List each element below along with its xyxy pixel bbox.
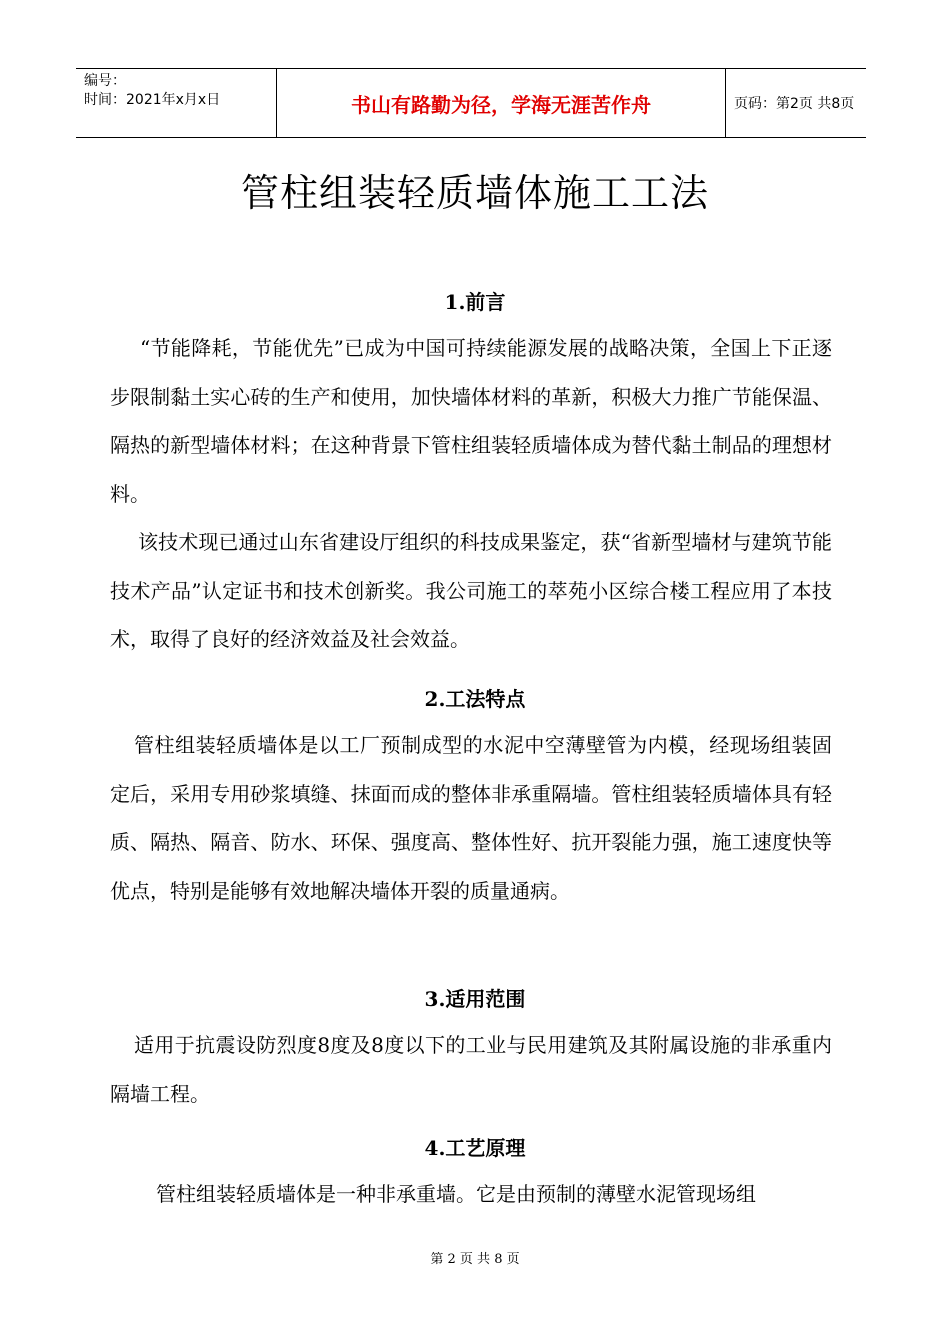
number-label: 编号： — [84, 73, 126, 89]
paragraph: 该技术现已通过山东省建设厅组织的科技成果鉴定，获“省新型墙材与建筑节能技术产品”认定证书和技术创新奖。我公司施工的萃苑小区综合楼工程应用了本技术，取得了良好的经济效益及社会效益。 — [110, 530, 832, 651]
paragraph: 适用于抗震设防烈度8度及8度以下的工业与民用建筑及其附属设施的非承重内隔墙工程。 — [110, 1033, 832, 1106]
page-footer: 第 2 页 共 8 页 — [430, 1252, 520, 1267]
header-meta-cell — [76, 69, 277, 137]
page-header — [76, 68, 866, 138]
paragraph: 管柱组装轻质墙体是一种非承重墙。它是由预制的薄壁水泥管现场组 — [156, 1182, 756, 1206]
time-label: 时间：2021年x月x日 — [84, 92, 221, 108]
section-heading: 4.工艺原理 — [424, 1136, 526, 1160]
paragraph: 管柱组装轻质墙体是以工厂预制成型的水泥中空薄壁管为内模，经现场组装固定后，采用专用砂浆填缝、抹面而成的整体非承重隔墙。管柱组装轻质墙体具有轻质、隔热、隔音、防水、环保、强度高、整体性好、抗开裂能力强，施工速度快等优点，特别是能够有效地解决墙体开裂的质量通病。 — [110, 733, 832, 903]
section-heading: 1.前言 — [444, 290, 506, 314]
paragraph: “节能降耗，节能优先”已成为中国可持续能源发展的战略决策，全国上下正逐步限制黏土实心砖的生产和使用，加快墙体材料的革新，积极大力推广节能保温、隔热的新型墙体材料；在这种背景下管柱组装轻质墙体成为替代黏土制品的理想材料。 — [110, 336, 832, 506]
section-heading: 3.适用范围 — [424, 987, 526, 1011]
header-page-label: 页码：第2页 共8页 — [734, 96, 855, 112]
section-heading: 2.工法特点 — [424, 687, 526, 711]
header-slogan: 书山有路勤为径，学海无涯苦作舟 — [277, 69, 726, 137]
document-title: 管柱组装轻质墙体施工工法 — [240, 171, 709, 215]
